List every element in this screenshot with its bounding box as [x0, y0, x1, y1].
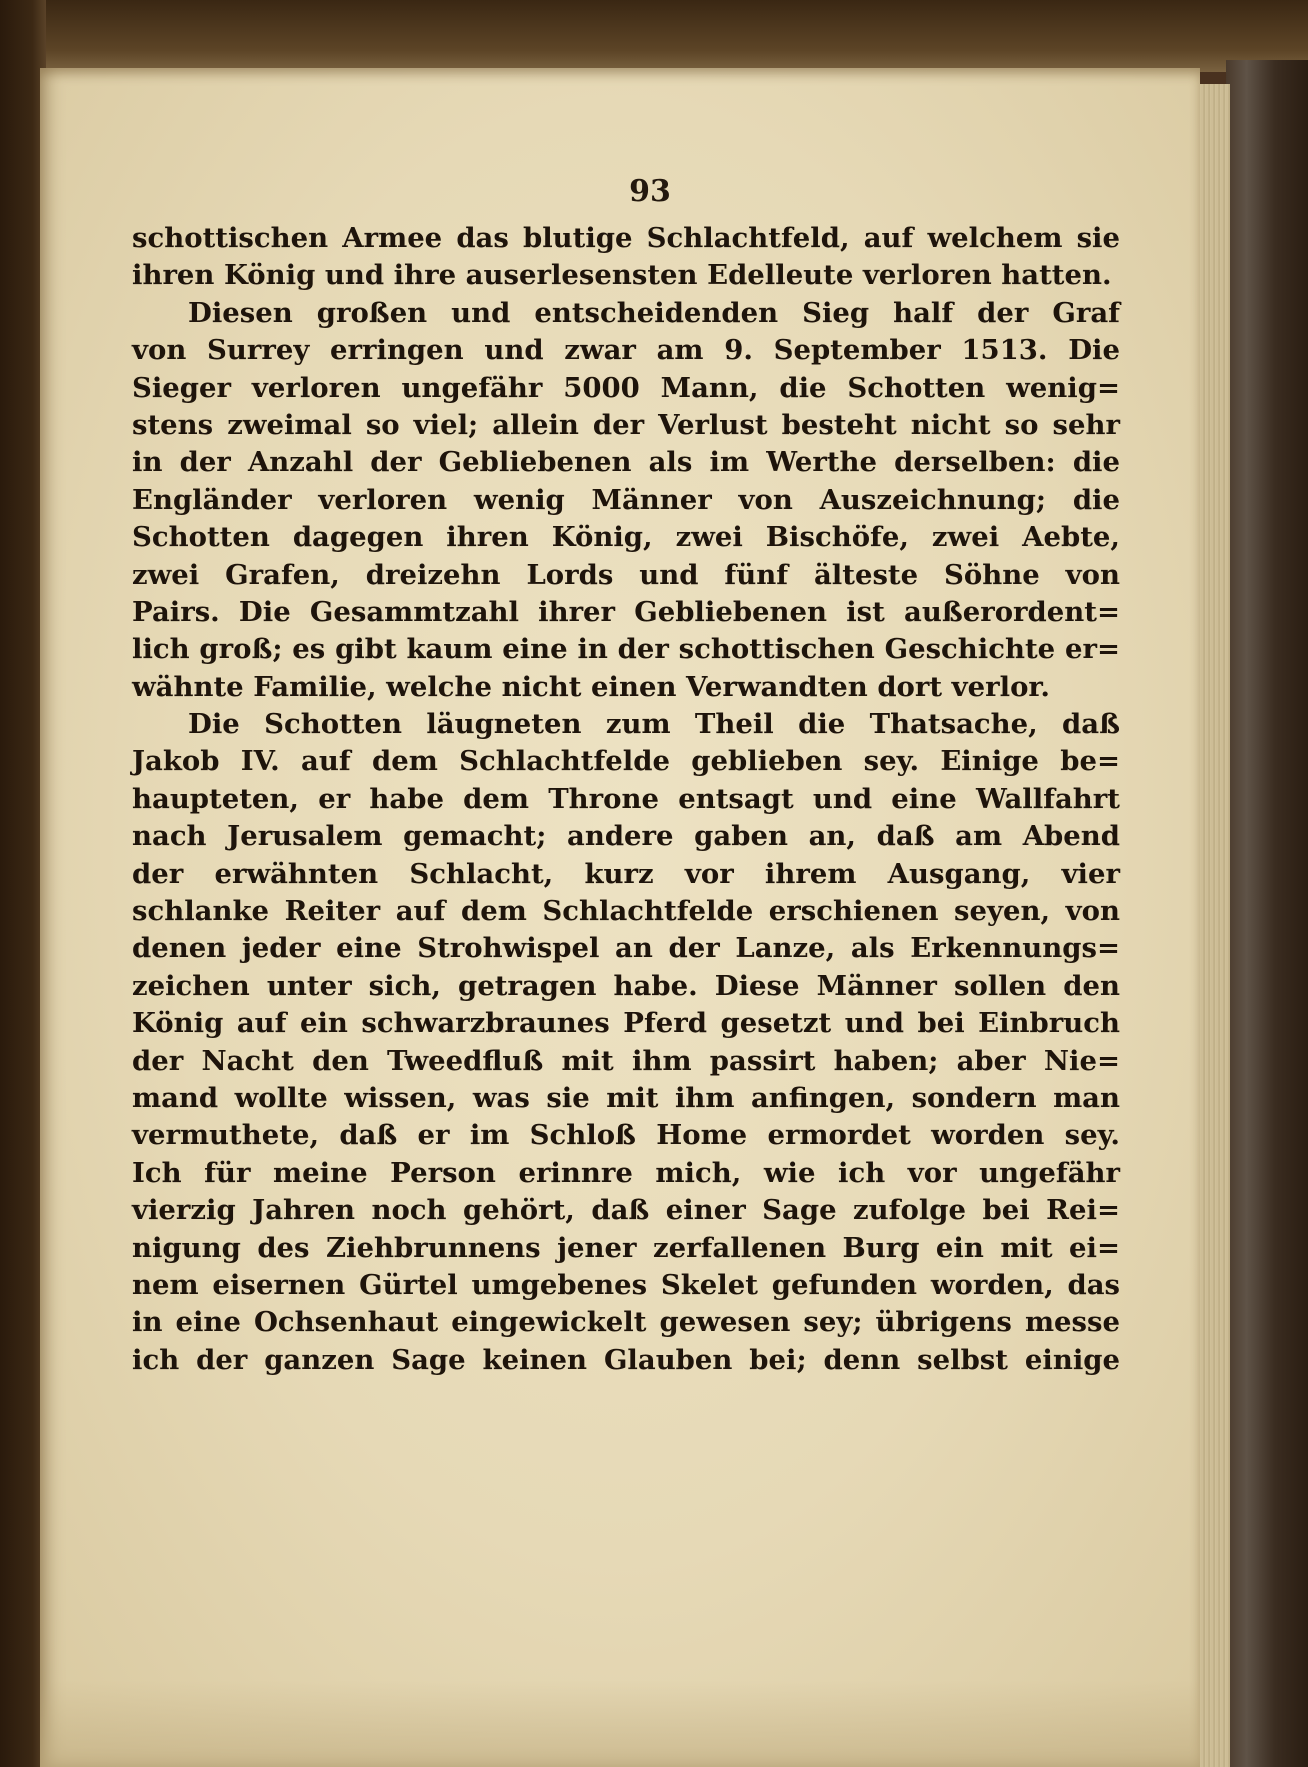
- text-line: nem eisernen Gürtel umgebenes Skelet gefunden worden, das: [132, 1268, 1120, 1301]
- text-line: Ich für meine Person erinnre mich, wie ich vor ungefähr: [132, 1156, 1120, 1189]
- text-line: von Surrey erringen und zwar am 9. September 1513. Die: [132, 334, 1120, 367]
- page-bottom-wear: [40, 1680, 1200, 1767]
- text-line: nach Jerusalem gemacht; andere gaben an, daß am Abend: [132, 820, 1120, 853]
- text-line: vermuthete, daß er im Schloß Home ermordet worden sey.: [132, 1119, 1120, 1152]
- text-line: zeichen unter sich, getragen habe. Diese Männer sollen den: [132, 969, 1120, 1002]
- page-stack-edge: [1196, 84, 1230, 1767]
- book-page: [40, 68, 1200, 1767]
- text-line: vierzig Jahren noch gehört, daß einer Sage zufolge bei Rei=: [132, 1194, 1120, 1227]
- text-line: mand wollte wissen, was sie mit ihm anfingen, sondern man: [132, 1081, 1120, 1114]
- text-line: denen jeder eine Strohwispel an der Lanze, als Erkennungs=: [132, 932, 1120, 965]
- text-line: der erwähnten Schlacht, kurz vor ihrem Ausgang, vier: [132, 857, 1120, 890]
- book-cover-edge: [1226, 60, 1308, 1767]
- text-line: Pairs. Die Gesammtzahl ihrer Gebliebenen ist außerordent=: [132, 595, 1120, 628]
- text-line: lich groß; es gibt kaum eine in der schottischen Geschichte er=: [132, 633, 1120, 666]
- text-line: der Nacht den Tweedfluß mit ihm passirt haben; aber Nie=: [132, 1044, 1120, 1077]
- text-line: König auf ein schwarzbraunes Pferd gesetzt und bei Einbruch: [132, 1007, 1120, 1040]
- text-line: Engländer verloren wenig Männer von Auszeichnung; die: [132, 483, 1120, 516]
- text-line: Sieger verloren ungefähr 5000 Mann, die Schotten wenig=: [132, 371, 1120, 404]
- text-line: stens zweimal so viel; allein der Verlust besteht nicht so sehr: [132, 408, 1120, 441]
- text-line: in eine Ochsenhaut eingewickelt gewesen sey; übrigens messe: [132, 1306, 1120, 1339]
- page-number: 93: [629, 174, 671, 209]
- text-line: Diesen großen und entscheidenden Sieg half der Graf: [188, 296, 1120, 329]
- page-text: [132, 220, 1120, 1379]
- text-line: wähnte Familie, welche nicht einen Verwandten dort verlor.: [132, 670, 1050, 703]
- text-line: Jakob IV. auf dem Schlachtfelde geblieben sey. Einige be=: [132, 745, 1120, 778]
- text-line: nigung des Ziehbrunnens jener zerfallenen Burg ein mit ei=: [132, 1231, 1120, 1264]
- text-line: schlanke Reiter auf dem Schlachtfelde erschienen seyen, von: [132, 895, 1120, 928]
- text-line: schottischen Armee das blutige Schlachtfeld, auf welchem sie: [132, 222, 1120, 254]
- text-line: ihren König und ihre auserlesensten Edelleute verloren hatten.: [132, 259, 1112, 292]
- book-top-edge: [0, 0, 1308, 72]
- text-line: Schotten dagegen ihren König, zwei Bischöfe, zwei Aebte,: [132, 521, 1120, 554]
- text-line: Die Schotten läugneten zum Theil die Thatsache, daß: [188, 708, 1120, 741]
- text-line: haupteten, er habe dem Throne entsagt und eine Wallfahrt: [132, 782, 1120, 815]
- text-line: zwei Grafen, dreizehn Lords und fünf älteste Söhne von: [132, 558, 1120, 591]
- text-line: ich der ganzen Sage keinen Glauben bei; denn selbst einige: [132, 1343, 1120, 1376]
- text-line: in der Anzahl der Gebliebenen als im Werthe derselben: die: [132, 446, 1120, 479]
